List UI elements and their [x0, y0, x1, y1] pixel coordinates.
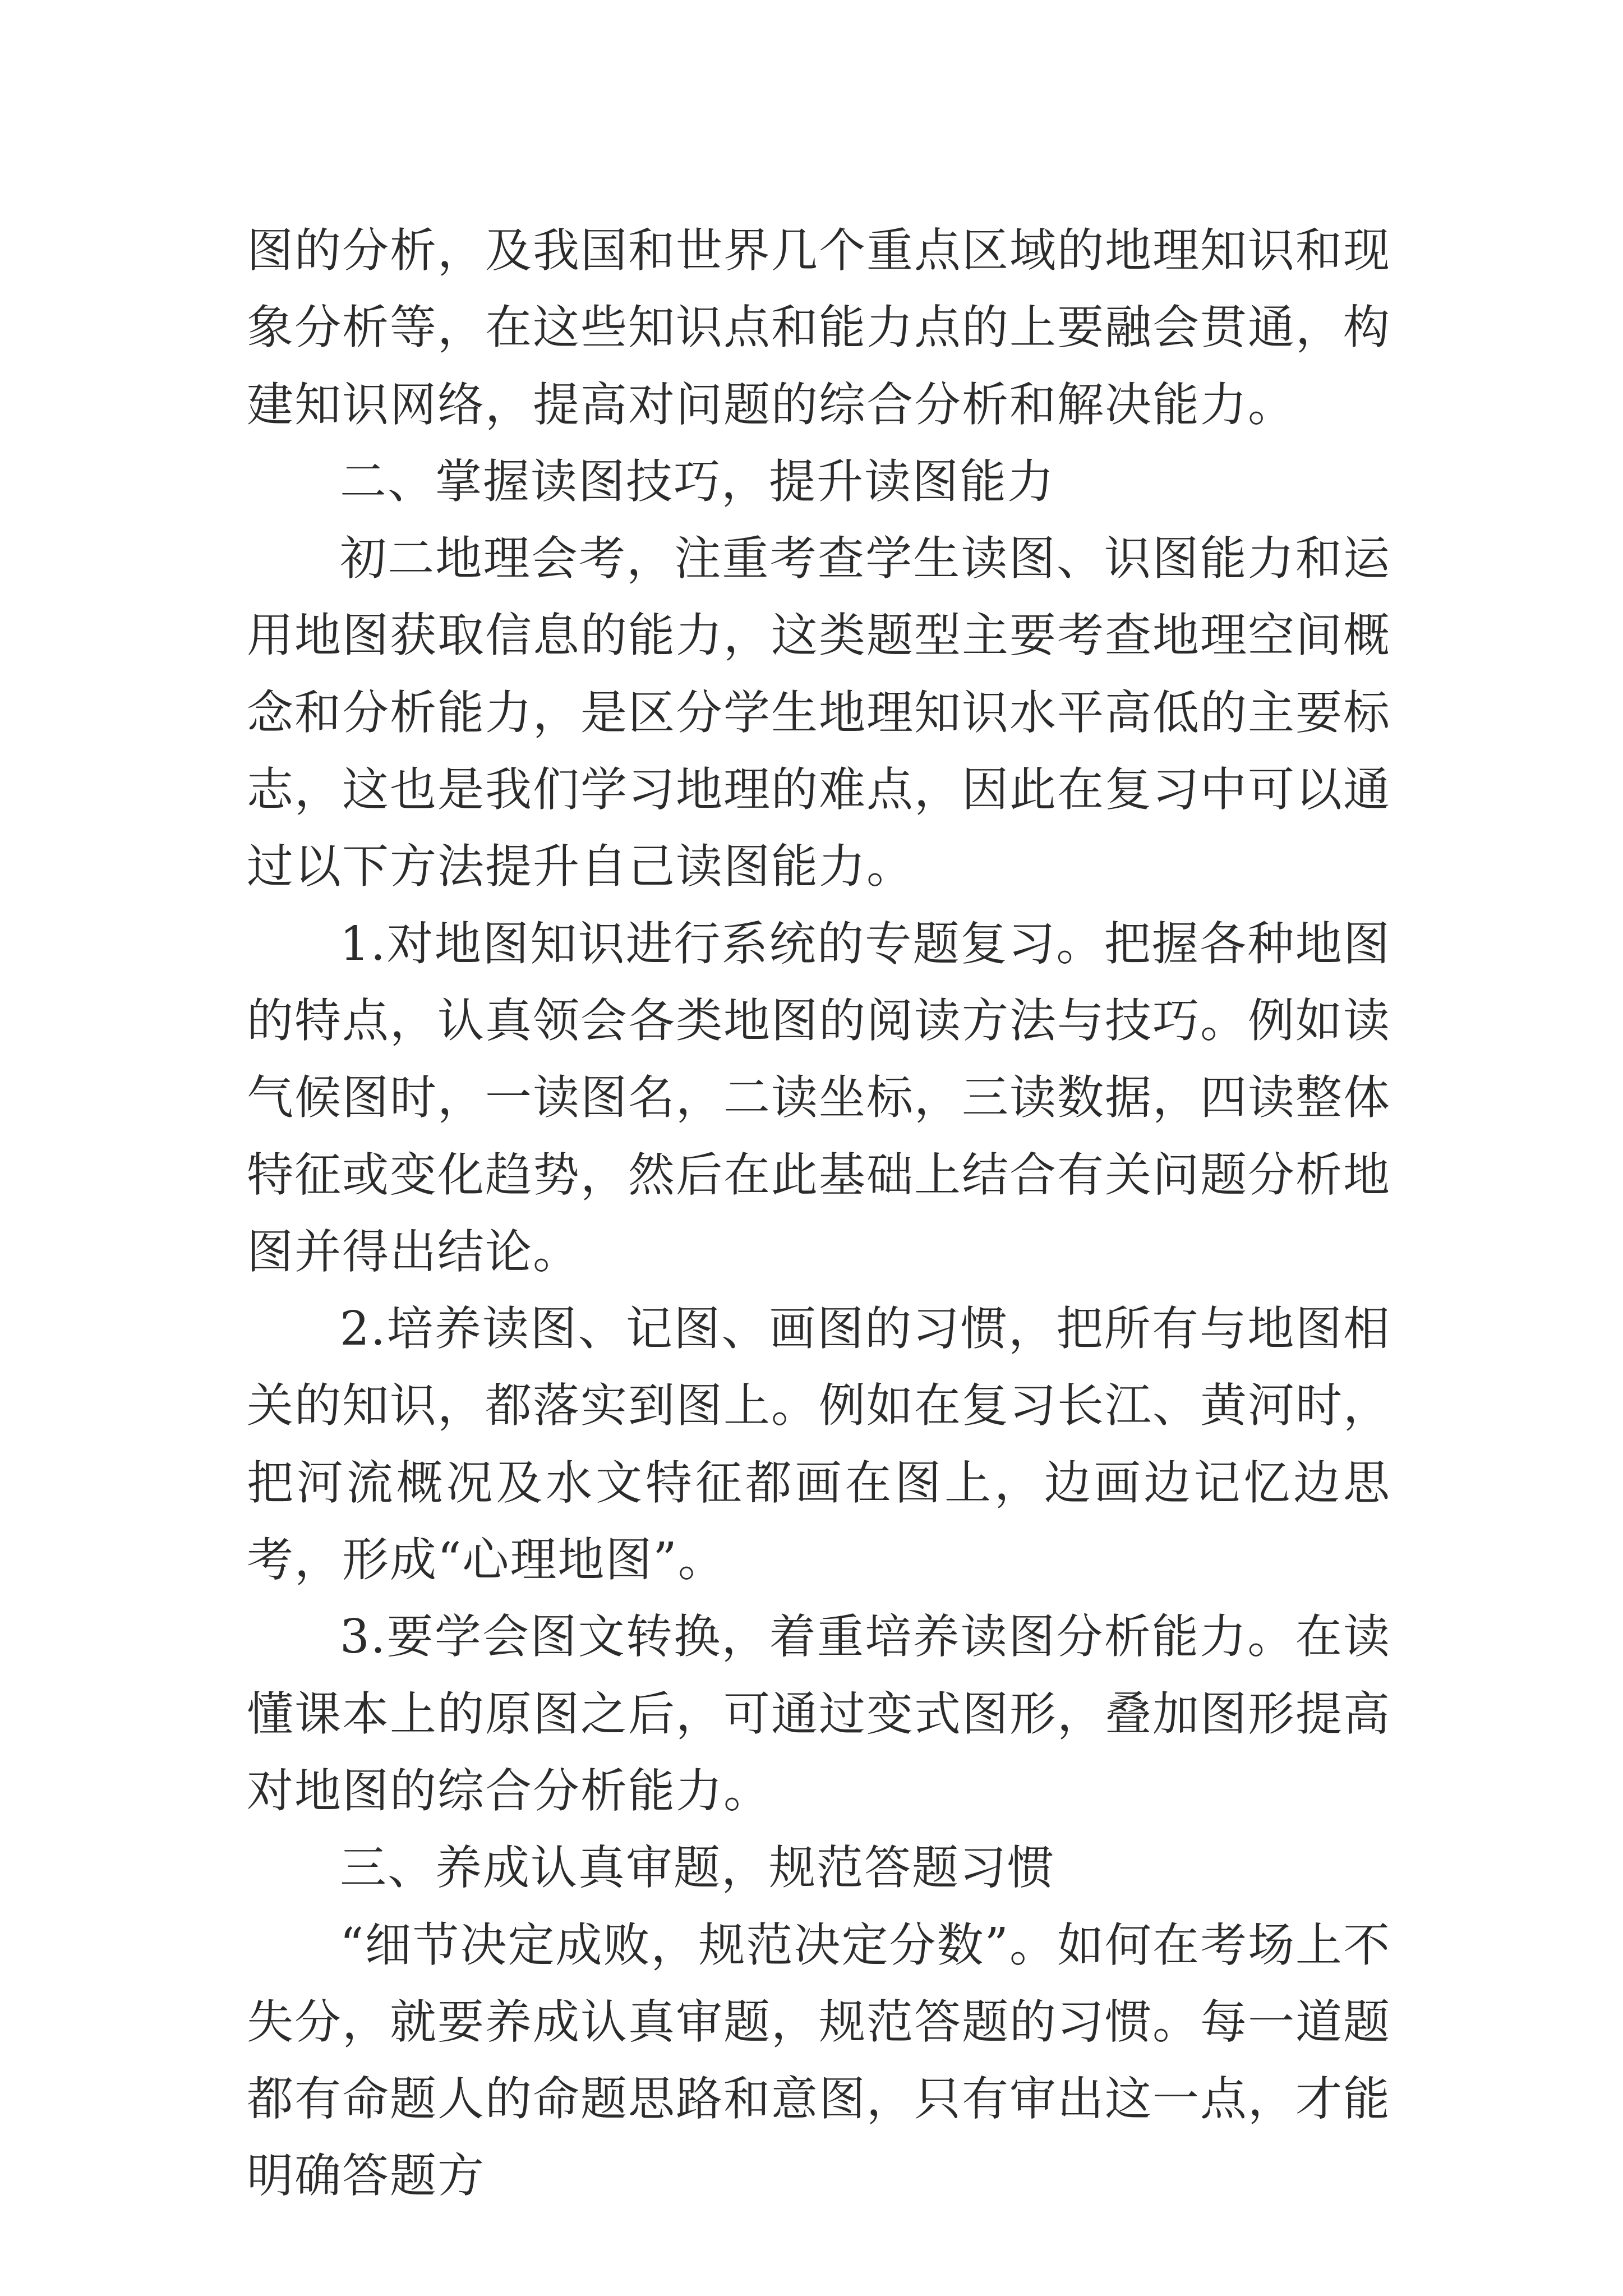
section-heading-three: 三、养成认真审题，规范答题习惯 [340, 1841, 1055, 1895]
paragraph-method-two: 2.培养读图、记图、画图的习惯，把所有与地图相关的知识，都落实到图上。例如在复习长江、黄河时，把河流概况及水文特征都画在图上，边画边记忆边思考，形成“心理地图”。 [247, 1301, 1391, 1588]
section-heading-two: 二、掌握读图技巧，提升读图能力 [340, 454, 1055, 509]
document-body [247, 212, 1391, 2215]
paragraph-details: “细节决定成败，规范决定分数”。如何在考场上不失分，就要养成认真审题，规范答题的习惯。每一道题都有命题人的命题思路和意图，只有审出这一点，才能明确答题方 [247, 1917, 1391, 2203]
paragraph-method-three: 3.要学会图文转换，着重培养读图分析能力。在读懂课本上的原图之后，可通过变式图形，叠加图形提高对地图的综合分析能力。 [247, 1609, 1391, 1818]
paragraph-reading-maps: 初二地理会考，注重考查学生读图、识图能力和运用地图获取信息的能力，这类题型主要考查地理空间概念和分析能力，是区分学生地理知识水平高低的主要标志，这也是我们学习地理的难点，因此在复习中可以通过以下方法提升自己读图能力。 [247, 531, 1391, 894]
paragraph-method-one: 1.对地图知识进行系统的专题复习。把握各种地图的特点，认真领会各类地图的阅读方法与技巧。例如读气候图时，一读图名，二读坐标，三读数据，四读整体特征或变化趋势，然后在此基础上结合有关问题分析地图并得出结论。 [247, 916, 1391, 1279]
paragraph-continuation: 图的分析，及我国和世界几个重点区域的地理知识和现象分析等，在这些知识点和能力点的上要融会贯通，构建知识网络，提高对问题的综合分析和解决能力。 [247, 223, 1391, 432]
